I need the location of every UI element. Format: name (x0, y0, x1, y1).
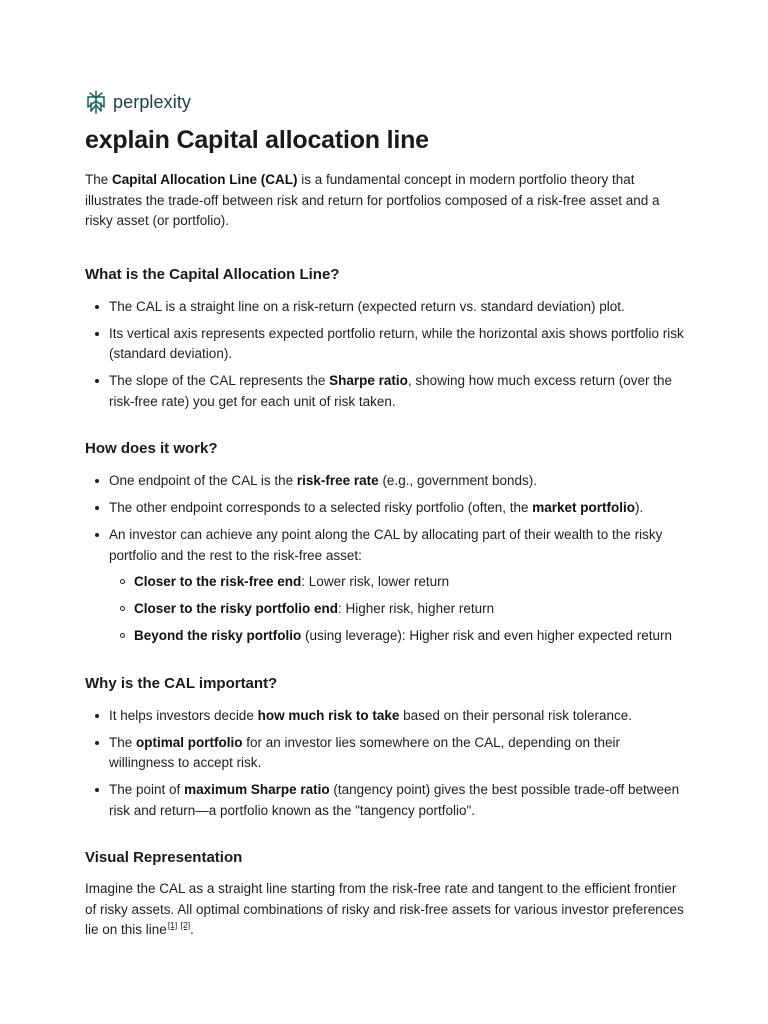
sub-list (109, 572, 685, 647)
list-item (109, 324, 685, 365)
list-item-text: One endpoint of the CAL is the (109, 473, 297, 488)
visual-paragraph (85, 879, 685, 941)
list-item-text: for an investor lies somewhere on the CAL, depending on their willingness to accept risk. (109, 734, 620, 770)
sub-list-item (134, 626, 685, 647)
citation-link[interactable]: [2] (180, 920, 191, 930)
page-title: explain Capital allocation line (85, 126, 429, 154)
list-item-text: The slope of the CAL represents the (109, 373, 330, 388)
citation-link[interactable]: [1] (167, 920, 178, 930)
sub-list-item-bold: Closer to the risky portfolio end (134, 601, 339, 616)
perplexity-logo-icon (85, 90, 107, 114)
section-heading-what: What is the Capital Allocation Line? (85, 265, 340, 283)
list-item (109, 371, 685, 412)
sub-list-item-text: (using leverage): Higher risk and even higher expected return (301, 628, 672, 643)
brand-name: perplexity (113, 91, 192, 112)
visual-text: Imagine the CAL as a straight line starting from the risk-free rate and tangent to the efficient frontier of risky assets. All optimal combinations of risky and risk-free assets for various investor preferences lie on this line (85, 881, 684, 937)
list-item-text: based on their personal risk tolerance. (399, 707, 633, 723)
list-item-bold: how much risk to take (257, 707, 400, 723)
list-item (109, 780, 685, 821)
sub-list-item-text: : Lower risk, lower return (301, 574, 450, 589)
list-item-bold: risk-free rate (296, 473, 379, 488)
list-item-text: Its vertical axis represents expected portfolio return, while the horizontal axis shows portfolio risk (standard deviation). (109, 325, 684, 361)
list-item-bold: Sharpe ratio (329, 373, 408, 388)
intro-text-continued: is a fundamental concept in modern portfolio theory that illustrates the trade-off between risk and return for portfolios composed of a risk-free asset and a risky asset (or portfolio). (85, 172, 660, 228)
section-heading-visual: Visual Representation (85, 849, 243, 866)
list-item-bold: optimal portfolio (136, 734, 243, 750)
list-item (109, 733, 685, 774)
list-item-text: The (109, 734, 137, 750)
section-heading-how: How does it work? (85, 440, 218, 457)
list-item (109, 471, 685, 492)
intro-paragraph (85, 170, 685, 232)
list-item (109, 297, 685, 318)
list-item-text: , showing how much excess return (over the risk-free rate) you get for each unit of risk taken. (109, 373, 673, 409)
intro-bold-term: Capital Allocation Line (CAL) (112, 172, 298, 187)
sub-list-item-text: : Higher risk, higher return (338, 601, 495, 616)
section-why-list (85, 706, 685, 822)
brand-logo[interactable] (85, 90, 191, 114)
list-item (109, 706, 685, 727)
list-item-text: (tangency point) gives the best possible trade-off between risk and return—a portfolio known as the "tangency portfolio". (109, 782, 680, 818)
section-how-list (85, 471, 685, 647)
list-item (109, 525, 685, 647)
list-item-text: ). (635, 500, 644, 515)
sub-list-item-bold: Beyond the risky portfolio (134, 628, 302, 643)
list-item-text: The other endpoint corresponds to a selected risky portfolio (often, the (109, 500, 533, 515)
list-item-bold: market portfolio (532, 500, 636, 515)
sub-list-item (134, 572, 685, 593)
citations (167, 920, 190, 930)
list-item-bold: maximum Sharpe ratio (184, 782, 330, 797)
intro-text: The (85, 172, 113, 187)
sub-list-item (134, 599, 685, 620)
answer-body (85, 170, 685, 941)
list-item-text: An investor can achieve any point along the CAL by allocating part of their wealth to the risky portfolio and the rest to the risk-free asset: (109, 527, 663, 563)
list-item-text: The CAL is a straight line on a risk-return (expected return vs. standard deviation) plot. (109, 298, 625, 314)
list-item-text: The point of (109, 782, 185, 797)
list-item-text: (e.g., government bonds). (378, 473, 538, 488)
visual-text-end: . (190, 922, 194, 937)
sub-list-item-bold: Closer to the risk-free end (134, 574, 302, 589)
list-item-text: It helps investors decide (109, 707, 258, 723)
section-what-list (85, 297, 685, 413)
list-item (109, 498, 685, 519)
section-heading-why: Why is the CAL important? (85, 674, 278, 692)
